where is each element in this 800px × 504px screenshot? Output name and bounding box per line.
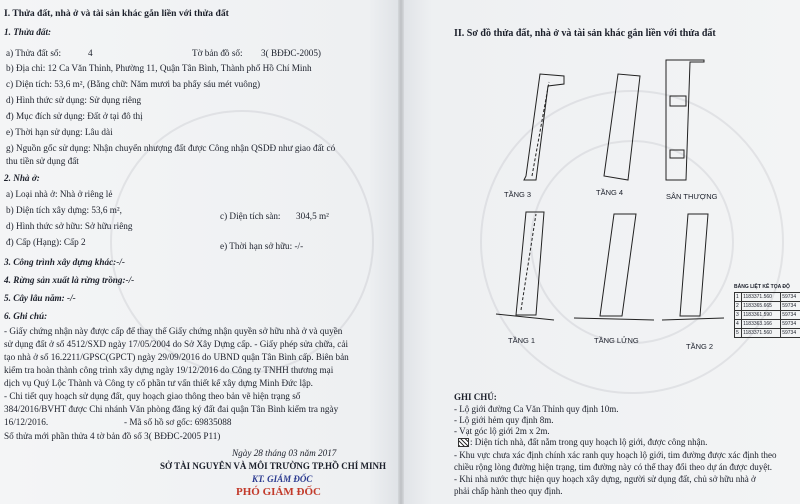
map-note: chiều rộng lòng đường hiện trạng, tim đường này có thể thay đổi theo dự án được duyệt.: [454, 462, 772, 472]
floor-label-1: TẦNG 1: [508, 336, 536, 345]
origin-line-1: g) Nguồn gốc sử dụng: Nhận chuyển nhượng đất được Công nhận QSDĐ như giao đất có: [6, 143, 336, 153]
table-row: [735, 320, 800, 329]
issuing-authority: SỞ TÀI NGUYÊN VÀ MÔI TRƯỜNG TP.HỒ CHÍ MINH: [160, 461, 386, 471]
table-cell-y: 59734: [781, 320, 800, 329]
map-note: - Khi nhà nước thực hiện quy hoạch xây dựng, người sử dụng đất, chủ sở hữu nhà ở: [454, 474, 756, 484]
floor-plan-sketch: [404, 0, 800, 330]
section-title-right: II. Sơ đồ thửa đất, nhà ở và tài sản khác gắn liền với thửa đất: [454, 28, 716, 39]
origin-line-2: thu tiền sử dụng đất: [6, 156, 79, 166]
floor-area-value: 304,5 m²: [296, 211, 329, 221]
map-label: Tờ bản đồ số:: [192, 48, 243, 58]
note-line: sử dụng đất ở số 4512/SXD ngày 17/05/2004 do Sở Xây Dựng cấp. - Giấy phép sửa chữa, cải: [4, 339, 349, 349]
note-line: - Giấy chứng nhận này được cấp để thay thế Giấy chứng nhận quyền sở hữu nhà ở và quyền: [4, 326, 343, 336]
floor-label-roof: SÂN THƯỢNG: [666, 192, 718, 201]
ownership-term-line: e) Thời hạn sở hữu: -/-: [220, 241, 304, 251]
floor-label-mezzanine: TẦNG LỬNG: [594, 336, 639, 345]
table-cell-x: 1183363.166: [742, 320, 781, 329]
floor-label-4: TẦNG 4: [596, 188, 624, 197]
table-cell-no: 4: [735, 320, 742, 329]
map-note: : Diện tích nhà, đất nằm trong quy hoạch lộ giới, được công nhận.: [470, 437, 708, 447]
archive-code: - Mã số hồ sơ gốc: 69835088: [124, 417, 232, 427]
old-parcel-line: Số thửa mới phần thửa 4 tờ bản đồ số 3( BĐĐC-2005 P11): [4, 431, 221, 441]
coord-table-title: BẢNG LIỆT KÊ TỌA ĐỘ: [734, 284, 790, 290]
notes-heading: 6. Ghi chú:: [4, 311, 48, 321]
parcel-value: 4: [88, 48, 93, 58]
right-page: [404, 0, 800, 504]
issue-date: Ngày 28 tháng 03 năm 2017: [232, 448, 337, 458]
map-note: phải chấp hành theo quy định.: [454, 486, 563, 496]
note-line: dịch vụ Quý Lộc Thành và Công ty cổ phần tư vấn thiết kế xây dựng Minh Đức lập.: [4, 378, 313, 388]
map-notes-heading: GHI CHÚ:: [454, 392, 497, 402]
table-cell-x: 1183371.560: [742, 293, 781, 302]
hatch-legend-swatch: [458, 438, 469, 447]
table-cell-y: 59734: [781, 293, 800, 302]
section-title-left: I. Thửa đất, nhà ở và tài sản khác gắn liền với thửa đất: [4, 8, 229, 19]
use-form-line: d) Hình thức sử dụng: Sử dụng riêng: [6, 95, 142, 105]
signature-kt: KT. GIÁM ĐỐC: [252, 474, 313, 484]
level-line: đ) Cấp (Hạng): Cấp 2: [6, 237, 86, 247]
house-heading: 2. Nhà ở:: [4, 173, 40, 183]
floor-label-2: TẦNG 2: [686, 342, 714, 351]
address-line: b) Địa chỉ: 12 Ca Văn Thỉnh, Phường 11, Quận Tân Bình, Thành phố Hồ Chí Minh: [6, 63, 312, 73]
table-cell-y: 59734: [781, 311, 800, 320]
table-cell-y: 59734: [781, 329, 800, 338]
forest-line: 4. Rừng sản xuất là rừng trồng:-/-: [4, 275, 135, 285]
house-type-line: a) Loại nhà ở: Nhà ở riêng lẻ: [6, 189, 113, 199]
signer-title: PHÓ GIÁM ĐỐC: [236, 486, 321, 498]
table-cell-no: 3: [735, 311, 742, 320]
table-row: [735, 329, 800, 338]
note-line: 16/12/2016.: [4, 417, 49, 427]
build-area-line: b) Diện tích xây dựng: 53,6 m²,: [6, 205, 122, 215]
coordinate-table: [734, 292, 800, 338]
table-row: [735, 293, 800, 302]
map-note: - Lộ giới hẻm quy định 8m.: [454, 415, 554, 425]
map-value: 3( BĐĐC-2005): [261, 48, 321, 58]
note-line: - Chi tiết quy hoạch sử dụng đất, quy hoạch giao thông theo bản vẽ hiện trạng số: [4, 391, 301, 401]
parcel-label: a) Thửa đất số:: [6, 48, 62, 58]
note-line: 384/2016/BVHT được Chi nhánh Văn phòng đăng ký đất đai quận Tân Bình kiểm tra ngày: [4, 404, 339, 414]
map-note: - Khu vực chưa xác định chính xác ranh quy hoạch lộ giới, tim đường được xác định theo: [454, 450, 777, 460]
table-cell-x: 1183371.560: [742, 329, 781, 338]
floor-label-3: TẦNG 3: [504, 190, 532, 199]
map-note: - Vạt góc lộ giới 2m x 2m.: [454, 426, 550, 436]
table-cell-y: 59734: [781, 302, 800, 311]
table-cell-no: 5: [735, 329, 742, 338]
note-line: kiểm tra hoàn thành công trình xây dựng ngày 19/12/2016 do Công ty TNHH thương mại: [4, 365, 334, 375]
land-heading: 1. Thửa đất:: [4, 27, 52, 37]
purpose-line: đ) Mục đích sử dụng: Đất ở tại đô thị: [6, 111, 143, 121]
ownership-line: d) Hình thức sở hữu: Sở hữu riêng: [6, 221, 133, 231]
perennial-line: 5. Cây lâu năm: -/-: [4, 293, 76, 303]
floor-area-label: c) Diện tích sàn:: [220, 211, 281, 221]
other-works-line: 3. Công trình xây dựng khác:-/-: [4, 257, 125, 267]
left-page: [4, 0, 396, 504]
table-cell-x: 1183365.665: [742, 302, 781, 311]
note-line: tạo nhà ở số 16.2211/GPSC(GPCT) ngày 29/09/2016 do UBND quận Tân Bình cấp. Biên bản: [4, 352, 349, 362]
table-cell-x: 1183361.590: [742, 311, 781, 320]
table-row: [735, 311, 800, 320]
table-cell-no: 2: [735, 302, 742, 311]
area-line: c) Diện tích: 53,6 m², (Bằng chữ: Năm mươi ba phẩy sáu mét vuông): [6, 79, 261, 89]
term-line: e) Thời hạn sử dụng: Lâu dài: [6, 127, 113, 137]
map-note: - Lộ giới đường Ca Văn Thỉnh quy định 10m.: [454, 404, 619, 414]
table-row: [735, 302, 800, 311]
table-cell-no: 1: [735, 293, 742, 302]
